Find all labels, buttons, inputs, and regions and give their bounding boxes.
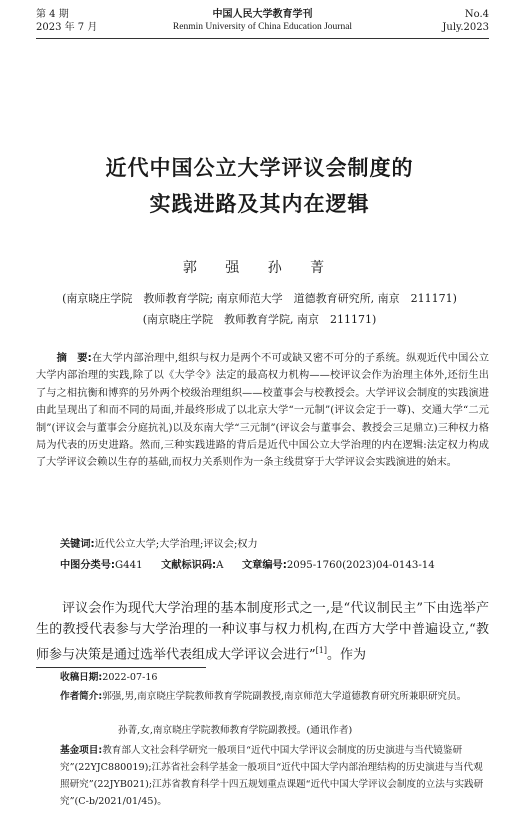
author-bio-1-text: 郭强,男,南京晓庄学院教师教育学院副教授,南京师范大学道德教育研究所兼职研究员。 (102, 691, 467, 702)
running-header (36, 6, 489, 38)
journal-name-en: Renmin University of China Education Journal (172, 22, 353, 32)
author-bio-label: 作者简介: (60, 691, 103, 702)
header-center (36, 8, 489, 34)
author-bio-2: 孙菁,女,南京晓庄学院教师教育学院副教授。(通讯作者) (118, 725, 353, 736)
article-no-label: 文章编号: (241, 560, 287, 571)
citation-ref: [1] (315, 646, 327, 655)
doc-code-value: A (216, 560, 224, 571)
abstract-label: 摘 要: (56, 353, 92, 364)
fund-info (60, 742, 489, 810)
received-value: 2022-07-16 (102, 672, 158, 683)
header-date: 2023 年 7 月 (36, 22, 98, 33)
abstract-text: 在大学内部治理中,组织与权力是两个不可或缺又密不可分的子系统。纵观近代中国公立大学内部治理的实践,除了以《大学令》法定的最高权力机构——校评议会作为治理主体外,还衍生出了与之相抗衡和博弈的另外两个校级治理组织——校董事会与校教授会。大学评议会制度的实践演进由此呈现出了和而不同的局面,并最终形成了以北京大学“一元制”(评议会定于一尊)、交通大学“二元制”(评议会与董事会分庭抗礼)以及东南大学“三元制”(评议会与董事会、教授会三足鼎立)三种权力格局为代表的历史进路。然而,三种实践进路的背后是近代中国公立大学治理的内在逻辑:法定权力构成了大学评议会赖以生存的基础,而权力关系则作为一条主线贯穿于大学评议会实践演进的始末。 (36, 353, 490, 469)
author-bio-1 (60, 688, 489, 705)
article-title (0, 150, 519, 222)
affiliation-1: (南京晓庄学院 教师教育学院; 南京师范大学 道德教育研究所, 南京 211171) (62, 292, 457, 305)
header-issue: 第 4 期 (36, 9, 69, 20)
received-date (60, 669, 489, 686)
header-issue-en: No.4 (464, 9, 489, 20)
title-line-2: 实践进路及其内在逻辑 (149, 191, 370, 216)
header-date-en: July.2023 (442, 22, 489, 33)
article-no-value: 2095-1760(2023)04-0143-14 (286, 560, 435, 571)
keywords (60, 535, 489, 550)
keywords-label: 关键词: (60, 539, 95, 550)
clc-label: 中图分类号: (60, 560, 116, 571)
title-line-1: 近代中国公立大学评议会制度的 (105, 155, 414, 180)
received-label: 收稿日期: (60, 672, 103, 683)
fund-text: 教育部人文社会科学研究一般项目“近代中国大学评议会制度的历史演进与当代镜鉴研究”(22YJC880019);江苏省社会科学基金一般项目“近代中国大学内部治理结构的历史演进与当代观照研究”(22JYB021);江苏省教育科学十四五规划重点课题“近代中国大学评议会制度的立法与实践研究”(C-b/2021/01/45)。 (60, 745, 484, 807)
journal-name-cn: 中国人民大学教育学刊 (212, 9, 313, 20)
classification-line (60, 556, 489, 571)
footnote-divider (36, 667, 206, 668)
doc-code-label: 文献标识码: (161, 560, 217, 571)
header-right (442, 8, 489, 34)
body-tail: 。作为 (327, 647, 367, 663)
authors: 郭 强 孙 菁 (182, 260, 337, 276)
clc-value: G441 (115, 560, 143, 571)
keywords-text: 近代公立大学;大学治理;评议会;权力 (94, 539, 258, 550)
header-divider (36, 38, 489, 39)
body-paragraph (36, 598, 489, 665)
affiliation-2: (南京晓庄学院 教师教育学院, 南京 211171) (142, 313, 377, 326)
body-text: 评议会作为现代大学治理的基本制度形式之一,是“代议制民主”下由选举产生的教授代表参与大学治理的一种议事与权力机构,在西方大学中普遍设立,“教师参与决策是通过选举代表组成大学评议会进行” (36, 601, 489, 663)
fund-label: 基金项目: (60, 745, 103, 756)
abstract (36, 350, 489, 472)
